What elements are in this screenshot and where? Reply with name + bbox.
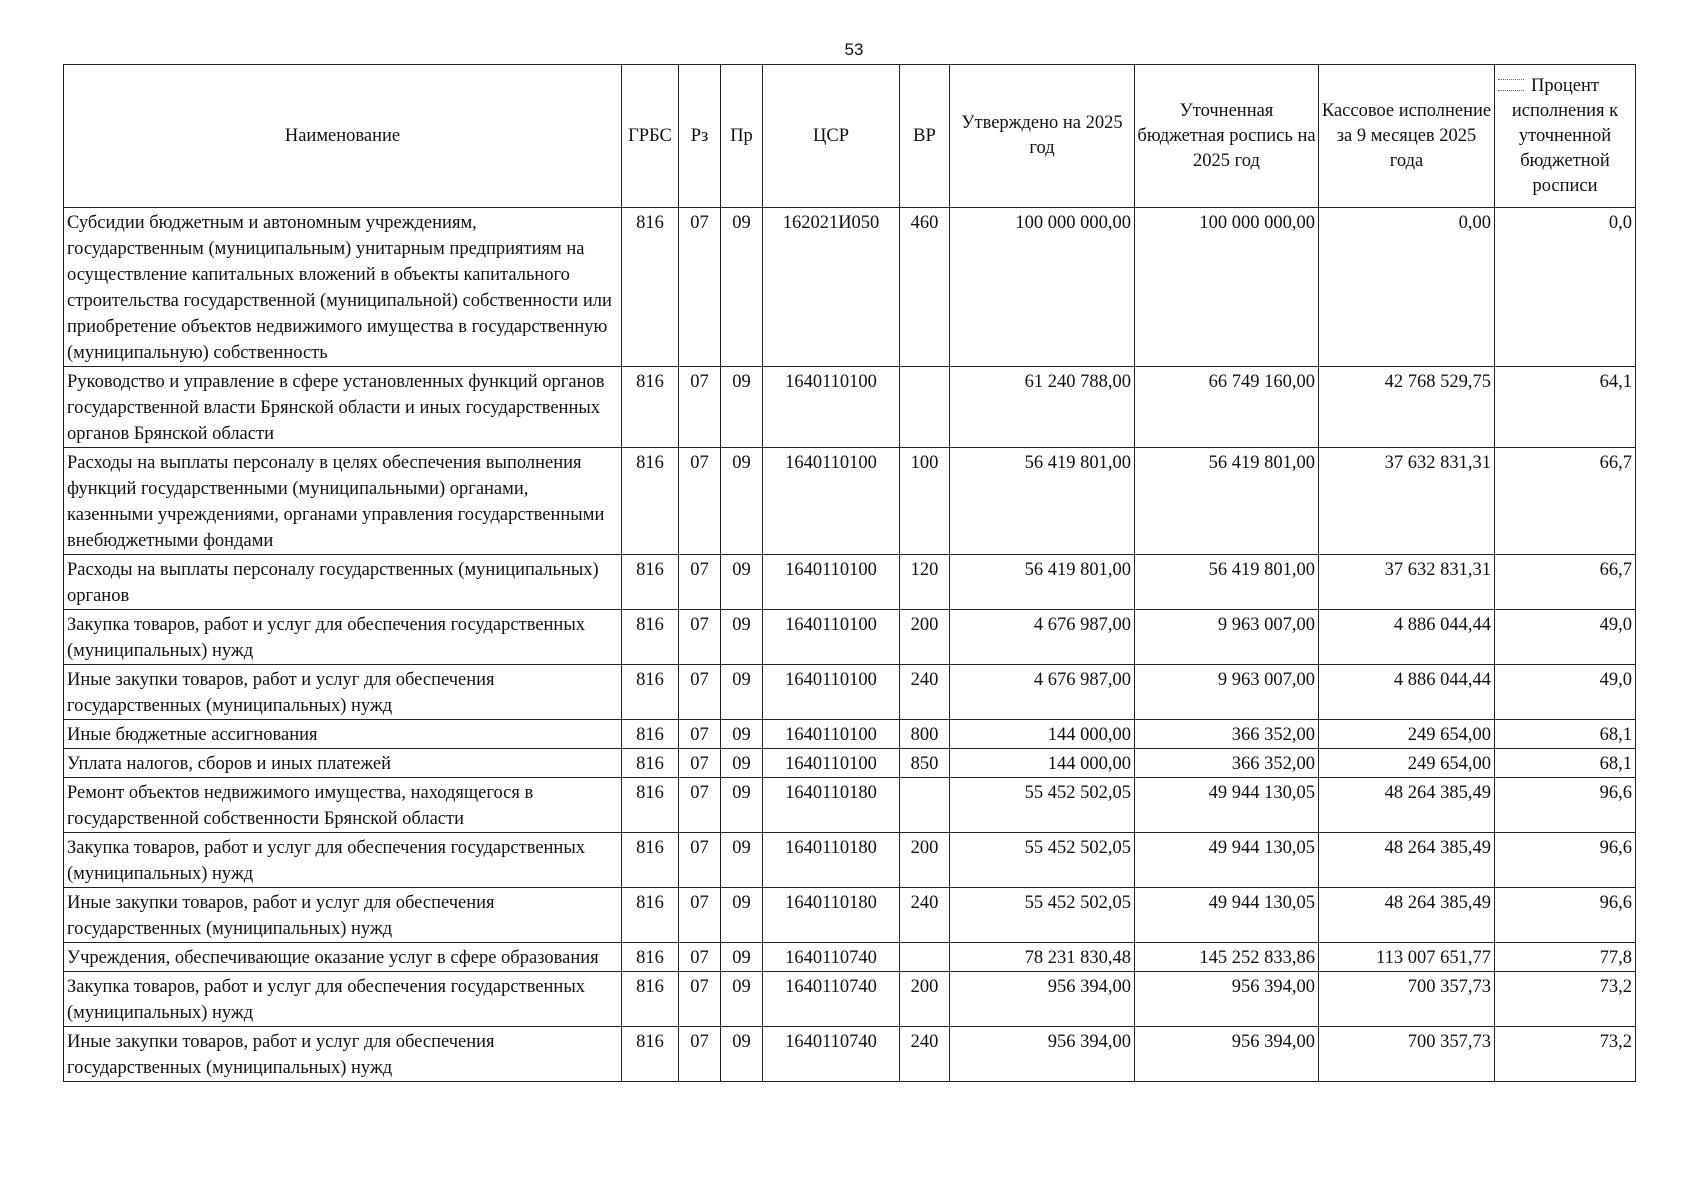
header-name: Наименование: [64, 65, 622, 208]
cell-vr: 100: [900, 448, 950, 555]
cell-cash: 700 357,73: [1319, 1027, 1495, 1082]
cell-approved: 61 240 788,00: [950, 367, 1135, 448]
cell-percent: 66,7: [1495, 448, 1636, 555]
table-body: [64, 208, 1636, 1082]
cell-vr: 200: [900, 610, 950, 665]
cell-grbs: 816: [622, 208, 679, 367]
cell-csr: 162021И050: [763, 208, 900, 367]
cell-approved: 4 676 987,00: [950, 665, 1135, 720]
cell-csr: 1640110740: [763, 972, 900, 1027]
cell-approved: 144 000,00: [950, 749, 1135, 778]
cell-cash: 48 264 385,49: [1319, 778, 1495, 833]
cell-vr: 850: [900, 749, 950, 778]
cell-refined: 56 419 801,00: [1135, 448, 1319, 555]
cell-rz: 07: [679, 610, 721, 665]
cell-csr: 1640110100: [763, 749, 900, 778]
cell-approved: 56 419 801,00: [950, 448, 1135, 555]
cell-name: Иные бюджетные ассигнования: [64, 720, 622, 749]
cell-grbs: 816: [622, 610, 679, 665]
cell-csr: 1640110100: [763, 610, 900, 665]
cell-csr: 1640110100: [763, 367, 900, 448]
cell-name: Закупка товаров, работ и услуг для обеспечения государственных (муниципальных) нужд: [64, 610, 622, 665]
cell-rz: 07: [679, 749, 721, 778]
header-grbs: ГРБС: [622, 65, 679, 208]
cell-cash: 48 264 385,49: [1319, 833, 1495, 888]
cell-cash: 42 768 529,75: [1319, 367, 1495, 448]
cell-percent: 66,7: [1495, 555, 1636, 610]
cell-grbs: 816: [622, 555, 679, 610]
cell-vr: [900, 367, 950, 448]
cell-refined: 9 963 007,00: [1135, 665, 1319, 720]
cell-vr: [900, 778, 950, 833]
cell-cash: 113 007 651,77: [1319, 943, 1495, 972]
cell-pr: 09: [721, 778, 763, 833]
header-percent: [1495, 65, 1636, 208]
header-csr: ЦСР: [763, 65, 900, 208]
cell-percent: 64,1: [1495, 367, 1636, 448]
cell-percent: 73,2: [1495, 1027, 1636, 1082]
scribble-mark: [1498, 79, 1524, 91]
cell-percent: 96,6: [1495, 888, 1636, 943]
cell-refined: 9 963 007,00: [1135, 610, 1319, 665]
cell-grbs: 816: [622, 888, 679, 943]
table-row: [64, 972, 1636, 1027]
cell-name: Закупка товаров, работ и услуг для обеспечения государственных (муниципальных) нужд: [64, 833, 622, 888]
cell-approved: 100 000 000,00: [950, 208, 1135, 367]
cell-refined: 366 352,00: [1135, 720, 1319, 749]
cell-vr: 460: [900, 208, 950, 367]
cell-csr: 1640110100: [763, 448, 900, 555]
cell-cash: 37 632 831,31: [1319, 448, 1495, 555]
cell-cash: 37 632 831,31: [1319, 555, 1495, 610]
cell-refined: 145 252 833,86: [1135, 943, 1319, 972]
cell-grbs: 816: [622, 943, 679, 972]
cell-cash: 249 654,00: [1319, 720, 1495, 749]
table-row: [64, 665, 1636, 720]
cell-refined: 956 394,00: [1135, 1027, 1319, 1082]
page-number: 53: [844, 40, 864, 59]
cell-refined: 956 394,00: [1135, 972, 1319, 1027]
table-header-row: [64, 65, 1636, 208]
cell-vr: [900, 943, 950, 972]
cell-approved: 4 676 987,00: [950, 610, 1135, 665]
cell-vr: 200: [900, 972, 950, 1027]
header-vr: ВР: [900, 65, 950, 208]
cell-cash: 48 264 385,49: [1319, 888, 1495, 943]
cell-name: Ремонт объектов недвижимого имущества, находящегося в государственной собственности Брянской области: [64, 778, 622, 833]
cell-refined: 66 749 160,00: [1135, 367, 1319, 448]
table-row: [64, 555, 1636, 610]
cell-approved: 55 452 502,05: [950, 833, 1135, 888]
cell-name: Иные закупки товаров, работ и услуг для обеспечения государственных (муниципальных) нужд: [64, 1027, 622, 1082]
cell-csr: 1640110740: [763, 943, 900, 972]
cell-pr: 09: [721, 749, 763, 778]
cell-pr: 09: [721, 720, 763, 749]
cell-rz: 07: [679, 720, 721, 749]
cell-rz: 07: [679, 1027, 721, 1082]
cell-name: Закупка товаров, работ и услуг для обеспечения государственных (муниципальных) нужд: [64, 972, 622, 1027]
cell-name: Руководство и управление в сфере установленных функций органов государственной власти Брянской области и иных государственных органов Брянской области: [64, 367, 622, 448]
cell-percent: 77,8: [1495, 943, 1636, 972]
cell-pr: 09: [721, 1027, 763, 1082]
cell-rz: 07: [679, 367, 721, 448]
cell-pr: 09: [721, 555, 763, 610]
cell-vr: 800: [900, 720, 950, 749]
cell-grbs: 816: [622, 367, 679, 448]
header-refined: Уточненная бюджетная роспись на 2025 год: [1135, 65, 1319, 208]
cell-refined: 49 944 130,05: [1135, 778, 1319, 833]
table-row: [64, 720, 1636, 749]
cell-pr: 09: [721, 367, 763, 448]
header-approved: Утверждено на 2025 год: [950, 65, 1135, 208]
table-row: [64, 367, 1636, 448]
cell-pr: 09: [721, 208, 763, 367]
cell-csr: 1640110100: [763, 720, 900, 749]
cell-approved: 78 231 830,48: [950, 943, 1135, 972]
cell-refined: 366 352,00: [1135, 749, 1319, 778]
cell-pr: 09: [721, 888, 763, 943]
cell-pr: 09: [721, 943, 763, 972]
cell-percent: 73,2: [1495, 972, 1636, 1027]
cell-approved: 144 000,00: [950, 720, 1135, 749]
cell-cash: 4 886 044,44: [1319, 665, 1495, 720]
cell-cash: 0,00: [1319, 208, 1495, 367]
cell-grbs: 816: [622, 448, 679, 555]
cell-grbs: 816: [622, 778, 679, 833]
cell-percent: 49,0: [1495, 610, 1636, 665]
cell-csr: 1640110180: [763, 833, 900, 888]
cell-percent: 0,0: [1495, 208, 1636, 367]
cell-cash: 4 886 044,44: [1319, 610, 1495, 665]
cell-name: Уплата налогов, сборов и иных платежей: [64, 749, 622, 778]
cell-percent: 96,6: [1495, 778, 1636, 833]
table-row: [64, 778, 1636, 833]
header-percent-label: Процент исполнения к уточненной бюджетной росписи: [1511, 75, 1619, 196]
cell-vr: 200: [900, 833, 950, 888]
cell-refined: 100 000 000,00: [1135, 208, 1319, 367]
cell-grbs: 816: [622, 749, 679, 778]
cell-grbs: 816: [622, 1027, 679, 1082]
cell-pr: 09: [721, 665, 763, 720]
cell-pr: 09: [721, 972, 763, 1027]
cell-vr: 240: [900, 1027, 950, 1082]
table-row: [64, 943, 1636, 972]
table-row: [64, 610, 1636, 665]
cell-rz: 07: [679, 448, 721, 555]
cell-rz: 07: [679, 833, 721, 888]
cell-approved: 956 394,00: [950, 1027, 1135, 1082]
cell-refined: 49 944 130,05: [1135, 833, 1319, 888]
cell-grbs: 816: [622, 833, 679, 888]
cell-csr: 1640110100: [763, 555, 900, 610]
cell-approved: 55 452 502,05: [950, 888, 1135, 943]
cell-name: Иные закупки товаров, работ и услуг для обеспечения государственных (муниципальных) нужд: [64, 888, 622, 943]
cell-name: Субсидии бюджетным и автономным учреждениям, государственным (муниципальным) унитарным предприятиям на осуществление капитальных вложений в объекты капитального строительства государственной (муниципальной) собственности или приобретение объектов недвижимого имущества в государственную (муниципальную) собственность: [64, 208, 622, 367]
cell-grbs: 816: [622, 972, 679, 1027]
table-row: [64, 833, 1636, 888]
header-pr: Пр: [721, 65, 763, 208]
cell-pr: 09: [721, 833, 763, 888]
cell-percent: 96,6: [1495, 833, 1636, 888]
cell-name: Расходы на выплаты персоналу в целях обеспечения выполнения функций государственными (муниципальными) органами, казенными учреждениями, органами управления государственными внебюджетными фондами: [64, 448, 622, 555]
cell-refined: 49 944 130,05: [1135, 888, 1319, 943]
cell-rz: 07: [679, 778, 721, 833]
cell-refined: 56 419 801,00: [1135, 555, 1319, 610]
header-rz: Рз: [679, 65, 721, 208]
cell-cash: 249 654,00: [1319, 749, 1495, 778]
cell-rz: 07: [679, 943, 721, 972]
cell-approved: 55 452 502,05: [950, 778, 1135, 833]
cell-csr: 1640110180: [763, 778, 900, 833]
cell-cash: 700 357,73: [1319, 972, 1495, 1027]
cell-rz: 07: [679, 208, 721, 367]
table-row: [64, 208, 1636, 367]
cell-percent: 68,1: [1495, 749, 1636, 778]
cell-vr: 240: [900, 665, 950, 720]
cell-csr: 1640110100: [763, 665, 900, 720]
table-row: [64, 888, 1636, 943]
cell-name: Расходы на выплаты персоналу государственных (муниципальных) органов: [64, 555, 622, 610]
cell-percent: 49,0: [1495, 665, 1636, 720]
cell-rz: 07: [679, 888, 721, 943]
header-cash: Кассовое исполнение за 9 месяцев 2025 года: [1319, 65, 1495, 208]
cell-rz: 07: [679, 555, 721, 610]
table-row: [64, 448, 1636, 555]
table-row: [64, 1027, 1636, 1082]
cell-approved: 956 394,00: [950, 972, 1135, 1027]
cell-grbs: 816: [622, 665, 679, 720]
cell-percent: 68,1: [1495, 720, 1636, 749]
cell-pr: 09: [721, 448, 763, 555]
table-row: [64, 749, 1636, 778]
cell-vr: 240: [900, 888, 950, 943]
cell-name: Иные закупки товаров, работ и услуг для обеспечения государственных (муниципальных) нужд: [64, 665, 622, 720]
cell-rz: 07: [679, 972, 721, 1027]
budget-table: [63, 64, 1636, 1082]
cell-vr: 120: [900, 555, 950, 610]
cell-csr: 1640110740: [763, 1027, 900, 1082]
cell-csr: 1640110180: [763, 888, 900, 943]
cell-rz: 07: [679, 665, 721, 720]
cell-name: Учреждения, обеспечивающие оказание услуг в сфере образования: [64, 943, 622, 972]
cell-grbs: 816: [622, 720, 679, 749]
cell-approved: 56 419 801,00: [950, 555, 1135, 610]
cell-pr: 09: [721, 610, 763, 665]
